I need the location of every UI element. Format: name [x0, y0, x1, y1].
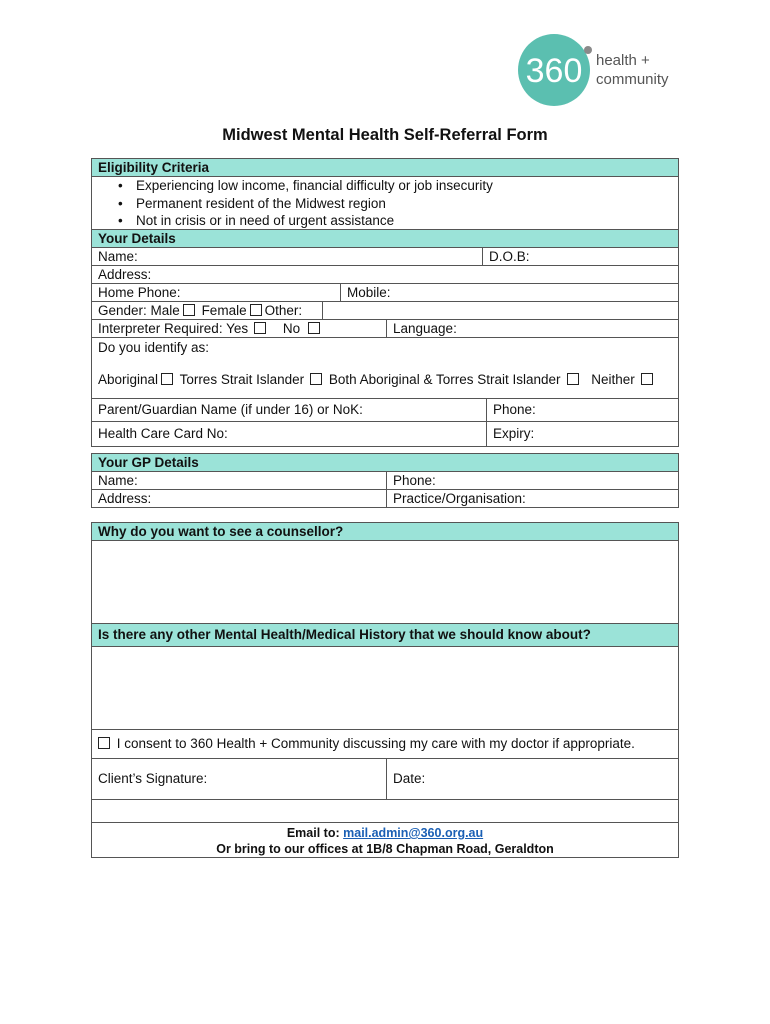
footer-email-label: Email to:	[286, 826, 340, 840]
interpreter-yes-checkbox[interactable]	[254, 322, 266, 334]
gender-male-label: Gender: Male	[98, 303, 180, 318]
address-row	[92, 266, 678, 284]
consent-text: I consent to 360 Health + Community discussing my care with my doctor if appropriate.	[116, 736, 635, 751]
identify-aboriginal-checkbox[interactable]	[161, 373, 173, 385]
list-item: • Permanent resident of the Midwest region	[92, 195, 678, 213]
eligibility-list	[92, 177, 678, 230]
interpreter-no-label: No	[282, 321, 301, 336]
logo-line2: community	[596, 71, 669, 88]
gp-section	[91, 453, 679, 508]
mobile-field[interactable]: Mobile:	[340, 284, 678, 301]
home-phone-field[interactable]: Home Phone:	[98, 285, 181, 300]
health-card-row	[92, 422, 678, 446]
details-section	[91, 158, 679, 447]
consent-field	[92, 730, 678, 758]
footer-address: Or bring to our offices at 1B/8 Chapman Road, Geraldton	[216, 842, 554, 856]
gp-name-field[interactable]: Name:	[98, 473, 138, 488]
identify-row	[92, 338, 678, 399]
signature-row	[92, 759, 678, 800]
logo-number: 360	[525, 52, 583, 90]
guardian-field[interactable]: Parent/Guardian Name (if under 16) or NoK:	[98, 402, 363, 417]
page-title: Midwest Mental Health Self-Referral Form	[222, 126, 548, 144]
identify-both-checkbox[interactable]	[567, 373, 579, 385]
footer-email-line	[92, 825, 678, 841]
phone-row	[92, 284, 678, 302]
interpreter-row	[92, 320, 678, 338]
gp-address-row	[92, 490, 678, 507]
health-card-field[interactable]: Health Care Card No:	[98, 426, 228, 441]
logo-line1: health +	[596, 52, 650, 69]
name-field[interactable]: Name:	[98, 249, 138, 264]
gender-other-field[interactable]	[322, 302, 678, 319]
gender-male-checkbox[interactable]	[183, 304, 195, 316]
history-answer-area[interactable]	[92, 647, 678, 730]
consent-row	[92, 730, 678, 759]
gp-name-row	[92, 472, 678, 490]
consent-checkbox[interactable]	[98, 737, 110, 749]
list-item: • Experiencing low income, financial difficulty or job insecurity	[92, 177, 678, 195]
gp-phone-field[interactable]: Phone:	[386, 472, 678, 489]
gender-field	[92, 302, 322, 319]
dob-field[interactable]: D.O.B:	[482, 248, 678, 265]
guardian-phone-field[interactable]: Phone:	[486, 399, 678, 421]
interpreter-yes-label: Interpreter Required: Yes	[98, 321, 249, 336]
footer	[92, 823, 678, 857]
gender-female-label: Female	[201, 303, 247, 318]
eligibility-header: Eligibility Criteria	[92, 159, 678, 177]
language-field[interactable]: Language:	[386, 320, 678, 337]
identify-label: Do you identify as:	[98, 340, 210, 355]
logo-dot	[584, 46, 592, 54]
footer-email-link[interactable]: mail.admin@360.org.au	[343, 826, 484, 840]
logo	[516, 32, 686, 108]
identify-both-label: Both Aboriginal & Torres Strait Islander	[328, 372, 561, 387]
identify-options	[92, 372, 678, 390]
name-row	[92, 248, 678, 266]
identify-neither-label: Neither	[591, 372, 635, 387]
interpreter-field	[92, 320, 386, 337]
list-item: • Not in crisis or in need of urgent assistance	[92, 213, 678, 229]
logo-graphic	[516, 32, 686, 108]
blank-row	[92, 800, 678, 823]
identify-torres-checkbox[interactable]	[310, 373, 322, 385]
gender-row	[92, 302, 678, 320]
interpreter-no-checkbox[interactable]	[308, 322, 320, 334]
identify-neither-checkbox[interactable]	[641, 373, 653, 385]
identify-aboriginal-label: Aboriginal	[98, 372, 159, 387]
gender-female-checkbox[interactable]	[250, 304, 262, 316]
gender-other-label: Other:	[264, 303, 303, 318]
counsellor-answer-area[interactable]	[92, 541, 678, 624]
history-question: Is there any other Mental Health/Medical History that we should know about?	[92, 624, 678, 647]
guardian-row	[92, 399, 678, 422]
address-field[interactable]: Address:	[98, 267, 152, 282]
gp-header: Your GP Details	[92, 454, 678, 472]
date-field[interactable]: Date:	[386, 759, 678, 799]
gp-practice-field[interactable]: Practice/Organisation:	[386, 490, 678, 507]
counsellor-question: Why do you want to see a counsellor?	[92, 523, 678, 541]
expiry-field[interactable]: Expiry:	[486, 422, 678, 446]
signature-field[interactable]: Client’s Signature:	[98, 771, 208, 786]
gp-address-field[interactable]: Address:	[98, 491, 152, 506]
identify-torres-label: Torres Strait Islander	[179, 372, 305, 387]
questions-section	[91, 522, 679, 858]
details-header: Your Details	[92, 230, 678, 248]
